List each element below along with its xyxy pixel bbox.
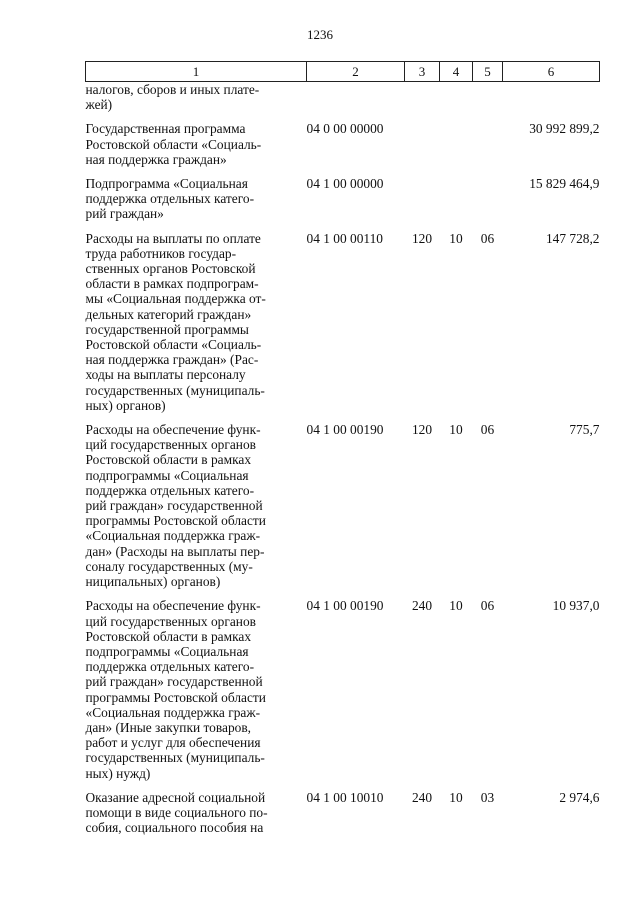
row-section-cell: 10 — [449, 598, 463, 614]
row-code-cell: 04 1 00 10010 — [306, 789, 384, 805]
row-name-line: жей) — [85, 97, 113, 113]
row-name-line: Расходы на обеспечение функ- — [85, 598, 261, 614]
row-name-line: государственных (муниципаль- — [85, 382, 265, 398]
spacer-cell — [86, 781, 600, 790]
row-spacer — [86, 781, 600, 790]
row-name-cell — [86, 422, 307, 589]
row-name-line: «Социальная поддержка граж- — [85, 704, 261, 720]
row-subsection-cell — [473, 176, 503, 222]
row-name-line: Оказание адресной социальной — [85, 789, 266, 805]
row-name-cell — [86, 121, 307, 167]
row-name-line: Ростовской области в рамках — [85, 452, 252, 468]
column-header-2: 2 — [307, 62, 405, 82]
table-body — [86, 82, 600, 836]
row-expense-type-cell — [405, 176, 440, 222]
table-row — [86, 790, 600, 836]
row-name-line: Расходы на выплаты по оплате — [85, 230, 261, 246]
row-section-cell: 10 — [449, 789, 463, 805]
row-subsection-cell — [473, 82, 503, 113]
row-name-line: программы Ростовской области — [85, 513, 266, 529]
row-code-cell: 04 1 00 00110 — [306, 230, 383, 246]
row-name-line: Ростовской области в рамках — [85, 628, 252, 644]
row-name-line: мы «Социальная поддержка от- — [85, 291, 266, 307]
row-name-line: ниципальных) органов) — [85, 574, 221, 590]
row-section-cell: 10 — [449, 422, 463, 438]
table-header-row — [86, 62, 600, 82]
row-name-line: рий граждан» государственной — [85, 674, 263, 690]
row-name-line: дан» (Иные закупки товаров, — [85, 719, 251, 735]
row-expense-type-cell: 120 — [411, 422, 433, 438]
row-code-cell — [307, 82, 405, 113]
budget-table — [85, 61, 600, 835]
row-name-line: работ и услуг для обеспечения — [85, 735, 261, 751]
column-header-1: 1 — [86, 62, 307, 82]
row-name-line: ций государственных органов — [85, 437, 256, 453]
row-spacer — [86, 112, 600, 121]
spacer-cell — [86, 413, 600, 422]
row-name-cell — [86, 231, 307, 413]
row-name-line: труда работников государ- — [85, 245, 237, 261]
row-name-line: подпрограммы «Социальная — [85, 467, 249, 483]
row-name-line: государственной программы — [85, 321, 249, 337]
row-name-line: ций государственных органов — [85, 613, 256, 629]
row-subsection-cell — [473, 121, 503, 167]
row-code-cell: 04 0 00 00000 — [306, 121, 384, 137]
row-name-line: Подпрограмма «Социальная — [85, 176, 248, 192]
row-code-cell: 04 1 00 00190 — [306, 598, 384, 614]
row-name-line: области в рамках подпрограм- — [85, 276, 259, 292]
row-name-line: подпрограммы «Социальная — [85, 643, 249, 659]
row-amount-cell: 775,7 — [569, 422, 600, 438]
row-code-cell: 04 1 00 00000 — [306, 176, 384, 192]
spacer-cell — [86, 167, 600, 176]
row-name-line: ных) нужд) — [85, 765, 151, 781]
row-expense-type-cell: 120 — [411, 230, 433, 246]
row-expense-type-cell: 240 — [411, 598, 433, 614]
row-name-line: программы Ростовской области — [85, 689, 266, 705]
row-name-line: рий граждан» государственной — [85, 498, 263, 514]
row-name-line: государственных (муниципаль- — [85, 750, 265, 766]
table-row — [86, 422, 600, 589]
row-name-line: ходы на выплаты персоналу — [85, 367, 246, 383]
row-spacer — [86, 589, 600, 598]
row-name-cell — [86, 598, 307, 780]
table-row — [86, 121, 600, 167]
row-amount-cell: 15 829 464,9 — [529, 176, 600, 192]
column-header-5: 5 — [473, 62, 503, 82]
row-name-line: «Социальная поддержка граж- — [85, 528, 261, 544]
row-name-line: ственных органов Ростовской — [85, 261, 256, 277]
row-expense-type-cell — [405, 121, 440, 167]
row-name-cell — [86, 176, 307, 222]
row-amount-cell: 2 974,6 — [559, 789, 600, 805]
row-name-line: поддержка отдельных катего- — [85, 482, 255, 498]
spacer-cell — [86, 222, 600, 231]
row-name-line: ная поддержка граждан» — [85, 151, 227, 167]
row-name-line: поддержка отдельных катего- — [85, 191, 255, 207]
row-subsection-cell: 06 — [480, 598, 495, 614]
row-subsection-cell: 06 — [480, 230, 495, 246]
row-name-line: Государственная программа — [85, 121, 246, 137]
table-row — [86, 176, 600, 222]
column-header-6: 6 — [503, 62, 600, 82]
row-name-cell — [86, 82, 307, 113]
row-subsection-cell: 03 — [480, 789, 495, 805]
row-name-line: ных) органов) — [85, 397, 166, 413]
row-name-line: Ростовской области «Социаль- — [85, 136, 262, 152]
row-code-cell: 04 1 00 00190 — [306, 422, 384, 438]
row-name-line: дан» (Расходы на выплаты пер- — [85, 543, 265, 559]
row-section-cell: 10 — [449, 230, 463, 246]
row-name-line: рий граждан» — [85, 206, 164, 222]
row-section-cell — [440, 176, 473, 222]
row-name-line: поддержка отдельных катего- — [85, 659, 255, 675]
spacer-cell — [86, 589, 600, 598]
row-name-line: ная поддержка граждан» (Рас- — [85, 352, 259, 368]
row-name-line: Расходы на обеспечение функ- — [85, 422, 261, 438]
row-section-cell — [440, 121, 473, 167]
row-name-line: помощи в виде социального по- — [85, 804, 268, 820]
row-amount-cell — [503, 82, 600, 113]
row-spacer — [86, 413, 600, 422]
row-name-line: соналу государственных (му- — [85, 558, 253, 574]
row-spacer — [86, 222, 600, 231]
row-amount-cell: 10 937,0 — [552, 598, 600, 614]
table-row — [86, 231, 600, 413]
column-header-4: 4 — [440, 62, 473, 82]
column-header-3: 3 — [405, 62, 440, 82]
row-name-line: налогов, сборов и иных плате- — [85, 82, 260, 97]
page-number: 1236 — [307, 27, 333, 42]
row-name-cell — [86, 790, 307, 836]
row-spacer — [86, 167, 600, 176]
row-section-cell — [440, 82, 473, 113]
row-name-line: дельных категорий граждан» — [85, 306, 252, 322]
row-name-line: собия, социального пособия на — [85, 820, 264, 836]
row-subsection-cell: 06 — [480, 422, 495, 438]
row-name-line: Ростовской области «Социаль- — [85, 337, 262, 353]
row-expense-type-cell — [405, 82, 440, 113]
table-row — [86, 598, 600, 780]
spacer-cell — [86, 112, 600, 121]
row-expense-type-cell: 240 — [411, 789, 433, 805]
row-amount-cell: 147 728,2 — [545, 230, 600, 246]
table-row — [86, 82, 600, 113]
row-amount-cell: 30 992 899,2 — [529, 121, 600, 137]
